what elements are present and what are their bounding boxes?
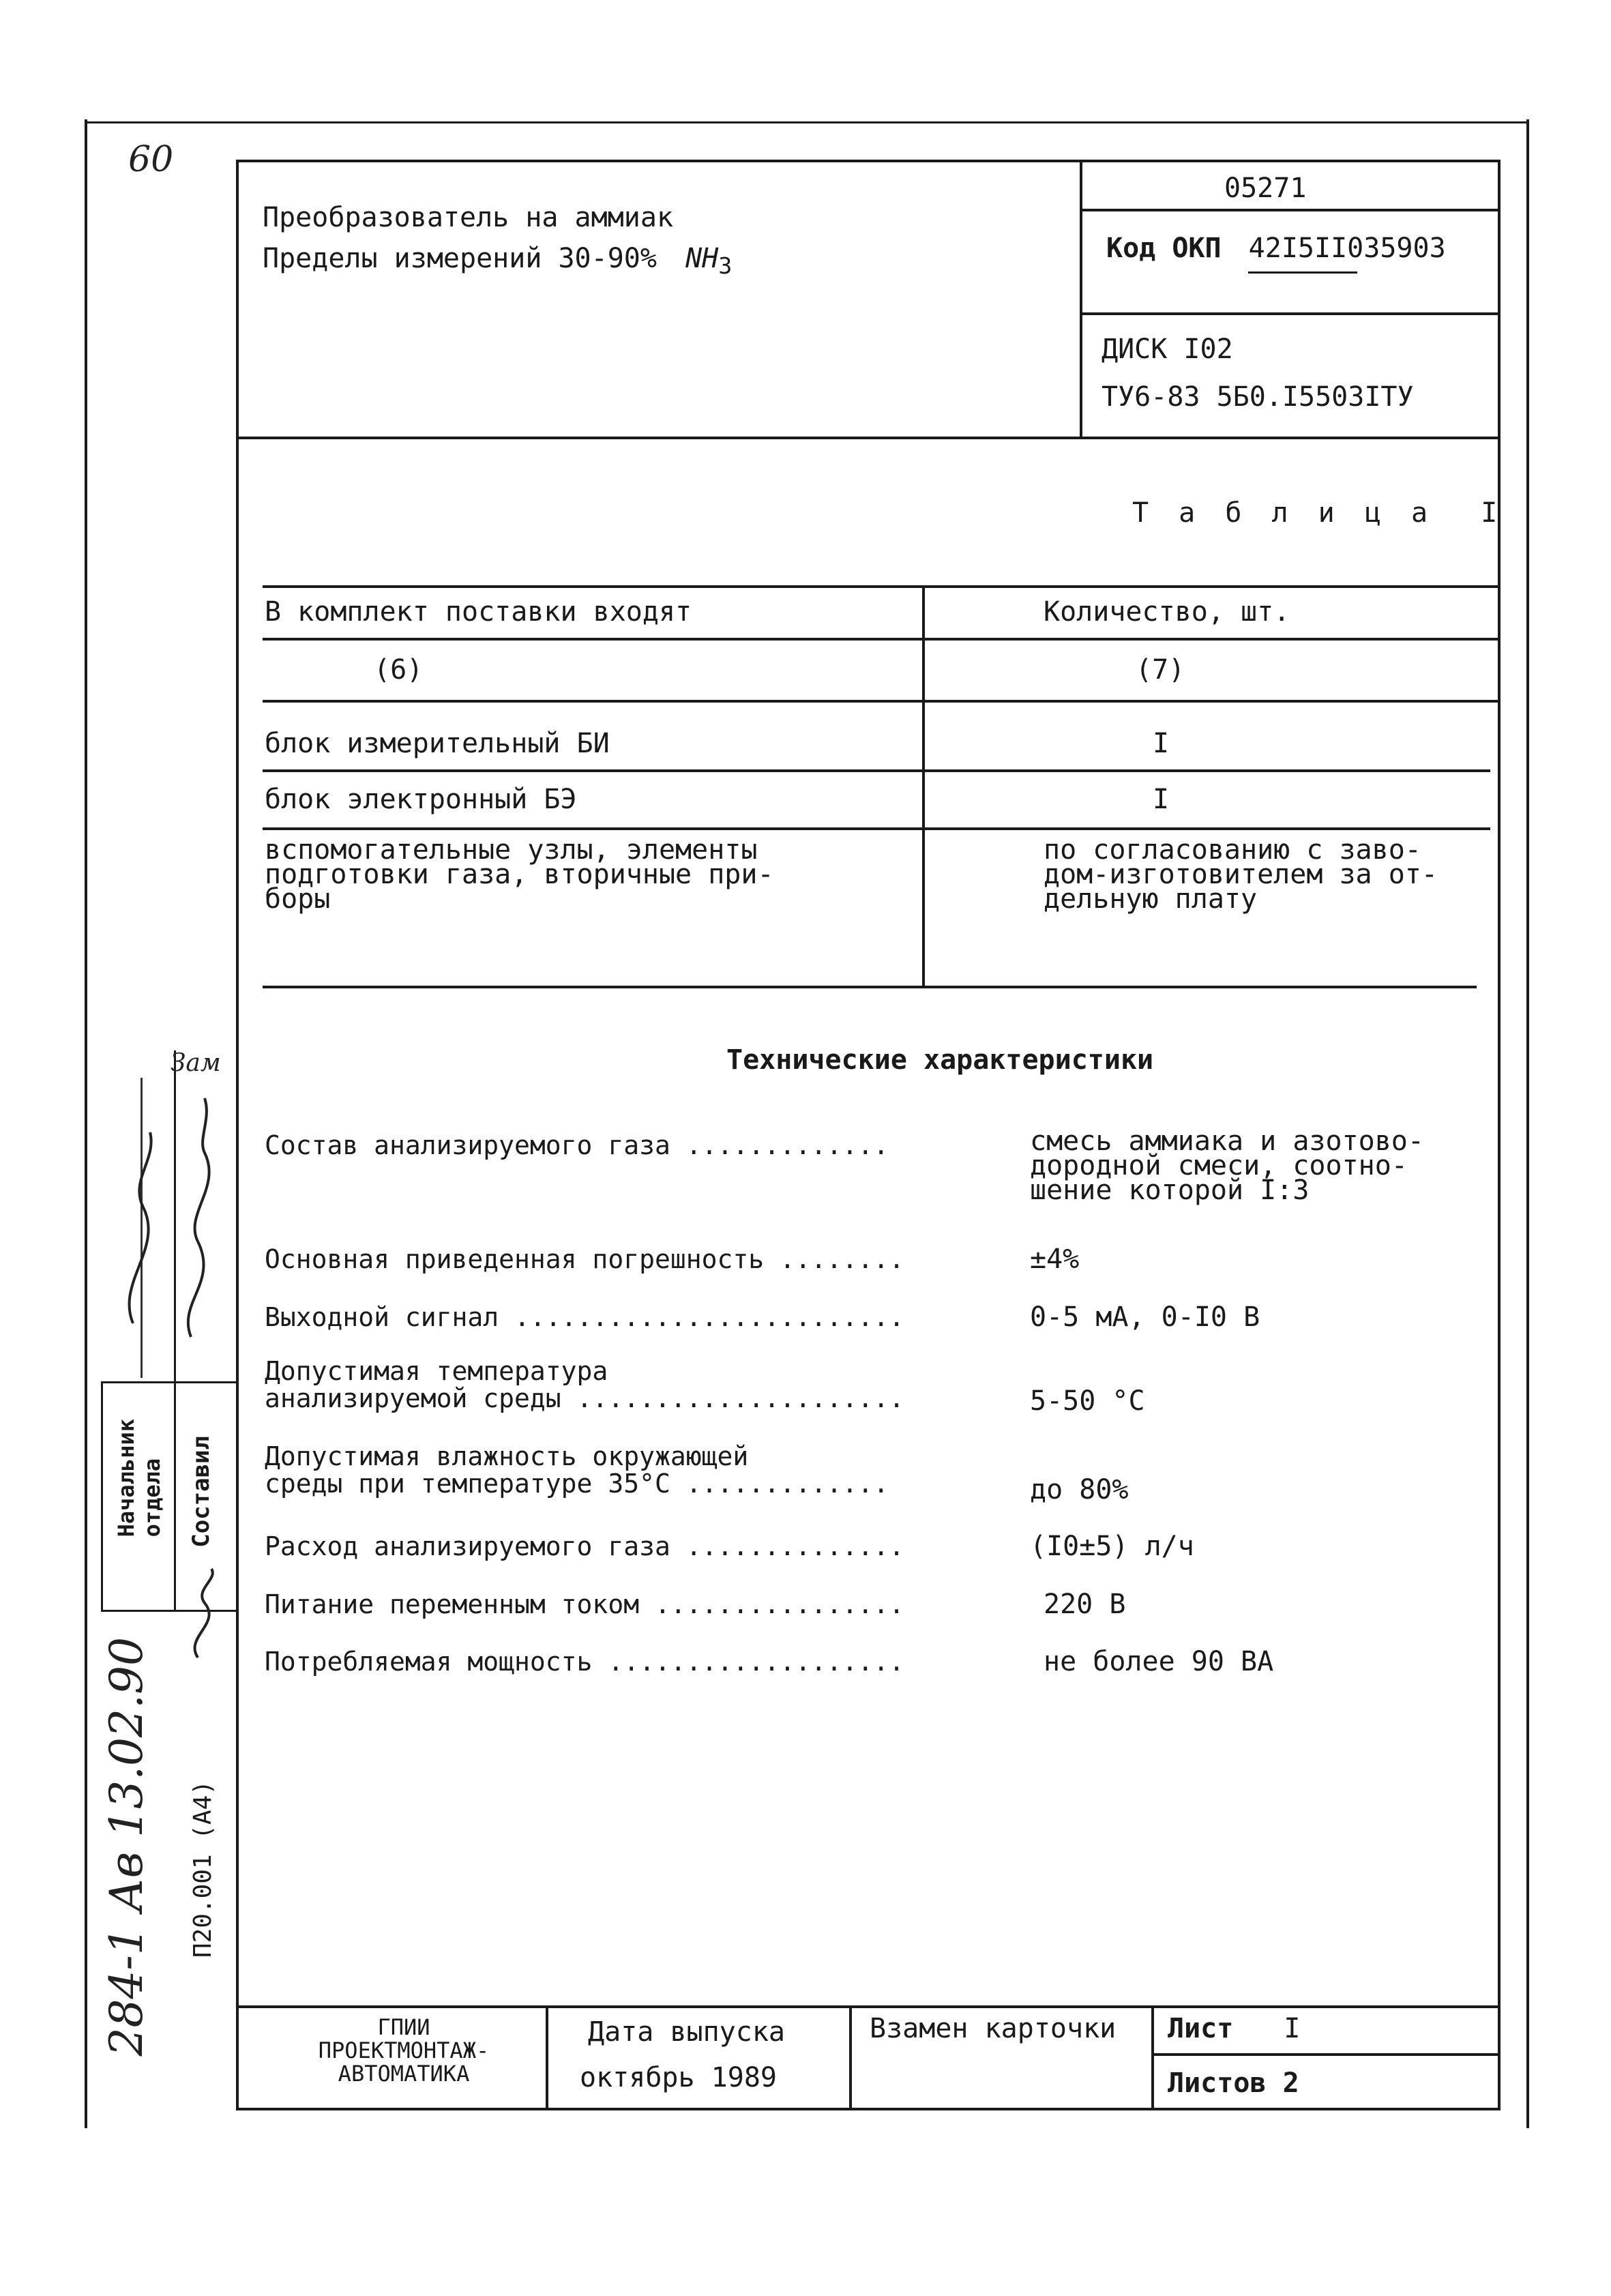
- main-right-border: [1498, 160, 1501, 2110]
- spec-value: 220 В: [1044, 1589, 1126, 1620]
- spec-label: Выходной сигнал .........................: [265, 1302, 904, 1332]
- spec-value: (I0±5) л/ч: [1030, 1531, 1194, 1562]
- table-row-item: вспомогательные узлы, элементы подготовки газа, вторичные при- боры: [265, 834, 774, 915]
- code-underline: [1080, 209, 1501, 211]
- footer-replace-label: Взамен карточки: [870, 2013, 1117, 2044]
- spec-label: Допустимая температура анализируемой среды .....................: [265, 1356, 904, 1413]
- footer-date-value: октябрь 1989: [580, 2062, 777, 2093]
- margin-form-code: П20.001 (А4): [189, 1780, 217, 1958]
- table-col1-number: (6): [374, 654, 424, 686]
- footer-divider-2: [849, 2005, 852, 2109]
- table-column-divider: [922, 585, 925, 988]
- okp-code: [1106, 232, 1446, 265]
- spec-value: смесь аммиака и азотово- дородной смеси, соотно- шение которой I:3: [1030, 1125, 1424, 1206]
- outer-right-border: [1526, 119, 1529, 2128]
- table-row-item: блок электронный БЭ: [265, 784, 577, 815]
- margin-dept-head: Начальник отдела: [113, 1419, 165, 1537]
- header-divider: [1080, 160, 1082, 439]
- spec-label: Основная приведенная погрешность ........: [265, 1244, 904, 1274]
- outer-top-border: [85, 121, 1529, 123]
- spec-label: Расход анализируемого газа ..............: [265, 1531, 904, 1561]
- footer-date-label: Дата выпуска: [588, 2016, 785, 2048]
- table-row-qty: I: [1153, 728, 1170, 759]
- measurement-range: [263, 242, 732, 282]
- okp-value: 42I5II035903: [1248, 233, 1446, 264]
- table-col2-header: Количество, шт.: [1044, 596, 1290, 628]
- disk-label: ДИСК I02: [1102, 334, 1233, 365]
- spec-label: Допустимая влажность окружающей среды при температуре 35°С .............: [265, 1441, 889, 1499]
- table-row-qty: I: [1153, 784, 1170, 815]
- table-row2-line: [263, 827, 1490, 830]
- main-top-border: [236, 160, 1501, 162]
- footer-divider-3: [1151, 2005, 1154, 2109]
- spec-value: 5-50 °С: [1030, 1385, 1145, 1417]
- footer-sheet-label: Лист: [1168, 2013, 1234, 2044]
- okp-underline: [1080, 312, 1501, 315]
- table-row1-line: [263, 769, 1490, 772]
- footer-sheets: Листов 2: [1168, 2067, 1299, 2099]
- spec-label: Питание переменным током ................: [265, 1589, 904, 1619]
- footer-bottom-line: [236, 2108, 1501, 2110]
- footer-top-line: [236, 2005, 1501, 2008]
- header-bottom-line: [236, 437, 1501, 439]
- footer-sheet: [1168, 2012, 1301, 2045]
- spec-label: Потребляемая мощность ...................: [265, 1647, 904, 1677]
- outer-left-border: [85, 119, 87, 2128]
- spec-value: не более 90 ВА: [1044, 1646, 1274, 1677]
- signature-marks: [102, 1078, 239, 1760]
- table-bottom-line: [263, 986, 1477, 988]
- spec-value: 0-5 мА, 0-I0 В: [1030, 1301, 1260, 1333]
- table-top-line: [263, 585, 1501, 588]
- formula: $NH_3$: [685, 243, 733, 279]
- table-header-line: [263, 638, 1501, 641]
- footer-org: ГПИИ ПРОЕКТМОНТАЖ- АВТОМАТИКА: [318, 2014, 490, 2087]
- okp-label: Код ОКП: [1106, 233, 1222, 264]
- doc-code: 05271: [1224, 173, 1307, 204]
- table-col1-header: В комплект поставки входят: [265, 596, 692, 628]
- product-title: Преобразователь на аммиак: [263, 202, 674, 233]
- okp-value-mark: [1248, 271, 1357, 274]
- footer-divider-1: [546, 2005, 548, 2109]
- table-row-item: блок измерительный БИ: [265, 728, 610, 759]
- spec-value: до 80%: [1030, 1474, 1129, 1505]
- footer-sheet-line: [1151, 2053, 1501, 2056]
- margin-compiled: Составил: [188, 1436, 215, 1548]
- table-row-qty: по согласованию с заво- дом-изготовителем за от- дельную плату: [1044, 834, 1438, 915]
- specs-heading: Технические характеристики: [726, 1044, 1154, 1076]
- spec-value: ±4%: [1030, 1243, 1080, 1275]
- tu-label: ТУ6-83 5Б0.I5503ITУ: [1102, 381, 1414, 413]
- table-caption: Т а б л и ц а I: [1132, 497, 1505, 529]
- spec-label: Состав анализируемого газа .............: [265, 1130, 889, 1160]
- table-num-line: [263, 700, 1501, 703]
- table-col2-number: (7): [1136, 654, 1185, 686]
- margin-handwritten-note: Зам: [171, 1049, 221, 1077]
- measurement-range-text: Пределы измерений 30-90%: [263, 243, 657, 274]
- margin-handwritten-number: 284-1 Ав 13.02.90: [100, 1637, 153, 2057]
- footer-sheet-value: I: [1284, 2013, 1301, 2044]
- page-number-handwritten: 60: [128, 139, 174, 180]
